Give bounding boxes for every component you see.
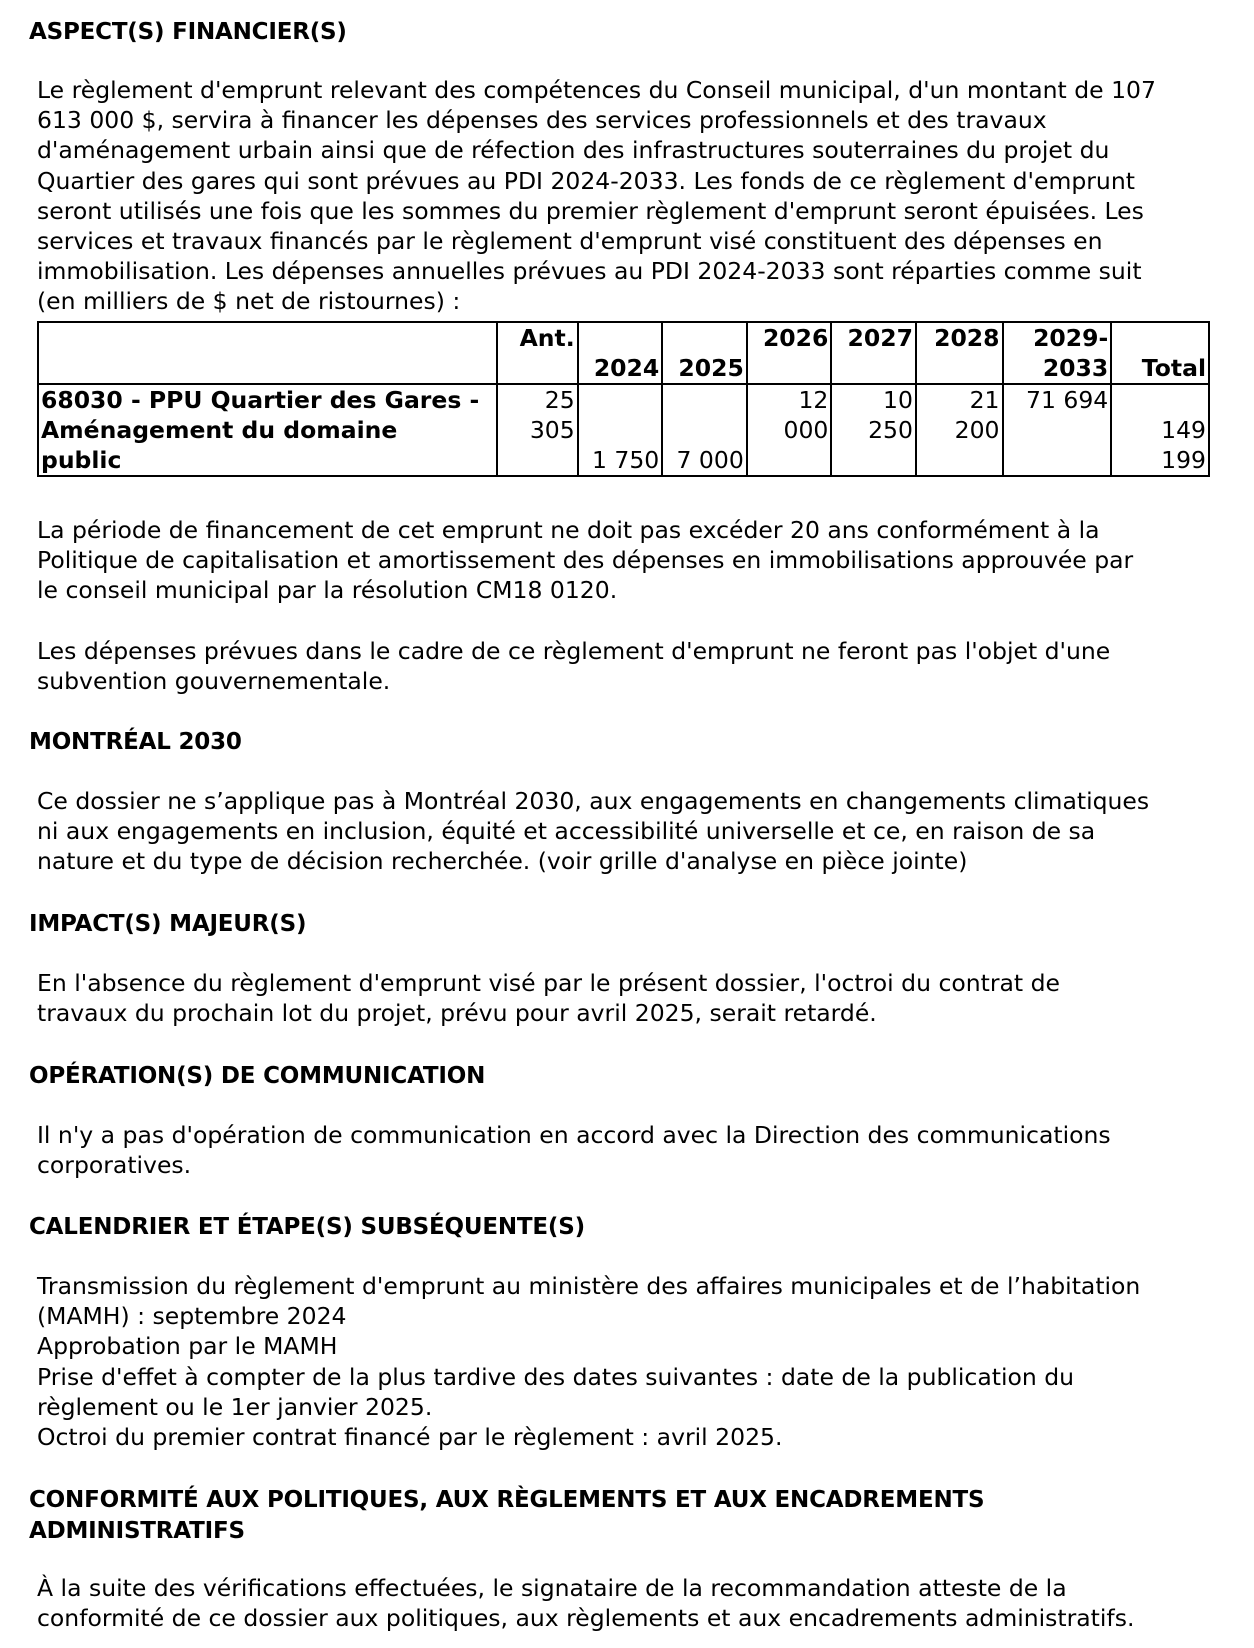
text-line: subvention gouvernementale.: [37, 667, 391, 696]
text-line: Prise d'effet à compter de la plus tardive des dates suivantes : date de la publication du: [37, 1362, 1075, 1391]
header-cell-total: Total: [1111, 322, 1209, 384]
text-line: d'aménagement urbain ainsi que de réfection des infrastructures souterraines du projet du: [37, 136, 1110, 165]
text-line: (MAMH) : septembre 2024: [37, 1302, 347, 1331]
text-line: Ce dossier ne s’applique pas à Montréal 2030, aux engagements en changements climatiques: [37, 787, 1150, 815]
text-line: 613 000 $, servira à financer les dépenses des services professionnels et des travaux: [37, 106, 1047, 135]
text-line: Quartier des gares qui sont prévues au PDI 2024-2033. Les fonds de ce règlement d'emprunt: [37, 166, 1135, 195]
text-line: Approbation par le MAMH: [37, 1332, 338, 1361]
text-line: seront utilisés une fois que les sommes du premier règlement d'emprunt seront épuisées. Les: [37, 196, 1144, 225]
section-title-conformity: [29, 1485, 984, 1547]
text-line: nature et du type de décision recherchée. (voir grille d'analyse en pièce jointe): [37, 847, 968, 876]
section-title-montreal-2030: MONTRÉAL 2030: [29, 729, 242, 755]
table-header-row: [38, 322, 1209, 384]
calendar-paragraph: [37, 1271, 1227, 1452]
subsidy-paragraph: [37, 636, 1227, 696]
value-cell-total: 149 199: [1111, 384, 1209, 476]
header-cell-2026: 2026: [747, 322, 832, 384]
text-line: conformité de ce dossier aux politiques, aux règlements et aux encadrements administratifs.: [37, 1604, 1135, 1633]
text-line: La période de financement de cet emprunt ne doit pas excéder 20 ans conformément à la: [37, 516, 1100, 544]
text-line: corporatives.: [37, 1151, 192, 1180]
text-line: Les dépenses prévues dans le cadre de ce règlement d'emprunt ne feront pas l'objet d'une: [37, 637, 1111, 665]
text-line: Octroi du premier contrat financé par le règlement : avril 2025.: [37, 1423, 783, 1452]
value-cell-ant: 25 305: [497, 384, 578, 476]
header-cell-2024: 2024: [578, 322, 663, 384]
text-line: le conseil municipal par la résolution CM18 0120.: [37, 576, 618, 605]
financial-table: [37, 321, 1210, 477]
text-line: règlement ou le 1er janvier 2025.: [37, 1392, 433, 1421]
value-cell-2025: 7 000: [662, 384, 747, 476]
header-cell-project: [38, 322, 497, 384]
text-line: En l'absence du règlement d'emprunt visé par le présent dossier, l'octroi du contrat de: [37, 969, 1060, 997]
header-cell-2025: 2025: [662, 322, 747, 384]
section-title-impacts: IMPACT(S) MAJEUR(S): [29, 911, 307, 937]
heading-line: CONFORMITÉ AUX POLITIQUES, AUX RÈGLEMENTS ET AUX ENCADREMENTS: [29, 1487, 985, 1513]
project-cell: 68030 - PPU Quartier des Gares - Aménagement du domaine public: [38, 384, 497, 476]
value-cell-2029-2033: 71 694: [1003, 384, 1112, 476]
text-line: Il n'y a pas d'opération de communication en accord avec la Direction des communications: [37, 1121, 1111, 1149]
text-line: (en milliers de $ net de ristournes) :: [37, 287, 461, 316]
text-line: Politique de capitalisation et amortissement des dépenses en immobilisations approuvée par: [37, 546, 1134, 575]
text-line: immobilisation. Les dépenses annuelles prévues au PDI 2024-2033 sont réparties comme suit: [37, 257, 1142, 286]
header-cell-ant: Ant.: [497, 322, 578, 384]
value-cell-2024: 1 750: [578, 384, 663, 476]
financial-paragraph: [37, 75, 1227, 317]
text-line: À la suite des vérifications effectuées, le signataire de la recommandation atteste de la: [37, 1574, 1067, 1602]
table-row: [38, 384, 1209, 476]
montreal-paragraph: [37, 786, 1227, 877]
value-cell-2027: 10 250: [831, 384, 916, 476]
section-title-financial: ASPECT(S) FINANCIER(S): [29, 19, 347, 45]
text-line: Le règlement d'emprunt relevant des compétences du Conseil municipal, d'un montant de 107: [37, 76, 1156, 104]
header-cell-2029-2033: 2029- 2033: [1003, 322, 1112, 384]
header-cell-2028: 2028: [916, 322, 1003, 384]
text-line: services et travaux financés par le règlement d'emprunt visé constituent des dépenses en: [37, 227, 1103, 256]
text-line: ni aux engagements en inclusion, équité et accessibilité universelle et ce, en raison de sa: [37, 817, 1096, 846]
section-title-calendar: CALENDRIER ET ÉTAPE(S) SUBSÉQUENTE(S): [29, 1214, 585, 1240]
header-cell-2027: 2027: [831, 322, 916, 384]
communication-paragraph: [37, 1120, 1227, 1180]
text-line: Transmission du règlement d'emprunt au ministère des affaires municipales et de l’habitation: [37, 1272, 1141, 1300]
impacts-paragraph: [37, 968, 1227, 1028]
value-cell-2028: 21 200: [916, 384, 1003, 476]
value-cell-2026: 12 000: [747, 384, 832, 476]
heading-line: ADMINISTRATIFS: [29, 1518, 245, 1544]
conformity-paragraph: [37, 1573, 1227, 1633]
text-line: travaux du prochain lot du projet, prévu pour avril 2025, serait retardé.: [37, 999, 877, 1028]
financing-period-paragraph: [37, 515, 1227, 606]
section-title-communication: OPÉRATION(S) DE COMMUNICATION: [29, 1063, 486, 1089]
